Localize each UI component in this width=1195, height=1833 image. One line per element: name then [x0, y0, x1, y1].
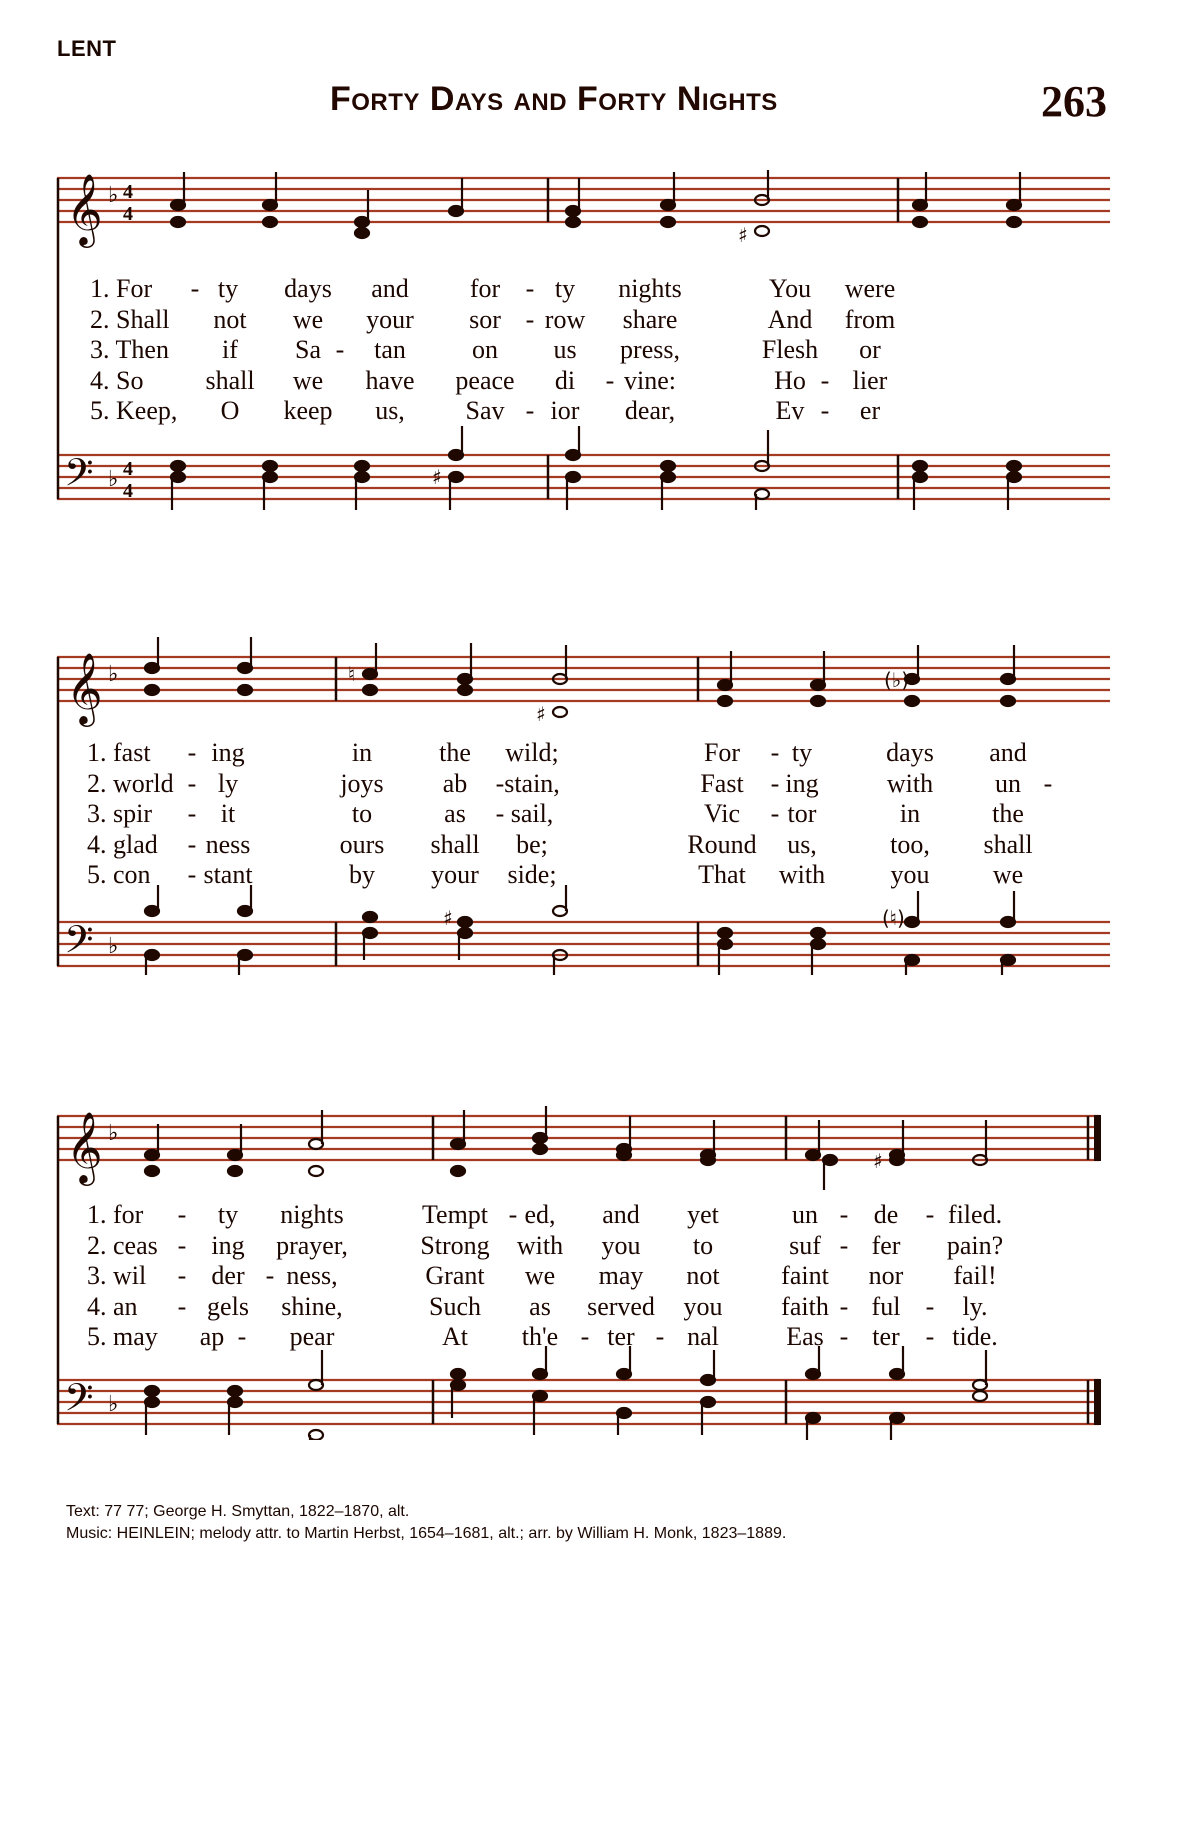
svg-text:♯: ♯ [873, 1149, 883, 1173]
lyric-syllable: - [177, 1200, 187, 1229]
lyric-syllable: tor [787, 799, 817, 828]
lyric-syllable: - [190, 274, 200, 303]
lyric-syllable: - [177, 1230, 187, 1260]
lyric-syllable: - [187, 799, 197, 828]
lyric-syllable: - [187, 768, 197, 798]
lyric-syllable: us [553, 335, 577, 364]
lyric-syllable: keep [283, 396, 333, 425]
lyric-syllable: ap [199, 1322, 225, 1351]
lyric-syllable: or [859, 335, 881, 364]
lyric-syllable: ing [211, 1230, 245, 1260]
lyric-syllable: and [371, 274, 409, 303]
lyric-syllable: 1. for [87, 1200, 144, 1229]
lyric-syllable: the [992, 799, 1024, 828]
lyric-syllable: too, [890, 829, 930, 859]
lyric-syllable: shine, [281, 1291, 343, 1321]
lyric-syllable: 2. Shall [90, 304, 170, 334]
lyric-syllable: Ho [774, 365, 806, 395]
lyric-syllable: not [213, 304, 247, 334]
lyric-syllable: dear, [624, 396, 676, 425]
lyric-syllable: ab [442, 768, 468, 798]
svg-text:♮: ♮ [348, 662, 356, 686]
lyric-syllable: us, [375, 396, 405, 425]
lyric-syllable: ness [205, 829, 251, 859]
lyric-syllable: - [525, 396, 535, 425]
svg-text:♯: ♯ [536, 702, 546, 726]
lyric-syllable: on [472, 335, 498, 364]
lyric-syllable: nor [868, 1261, 904, 1290]
svg-text:♯: ♯ [738, 223, 748, 247]
lyric-syllable: - [187, 829, 197, 859]
lyric-syllable: Flesh [761, 335, 819, 364]
lyric-syllable: - [820, 365, 830, 395]
lyric-syllable: ter [872, 1322, 900, 1351]
text-credit: Text: 77 77; George H. Smyttan, 1822–1870, alt. [66, 1503, 410, 1520]
lyric-syllable: your [431, 860, 479, 889]
lyric-syllable: - [839, 1200, 849, 1229]
lyric-syllable: - [335, 335, 345, 364]
lyric-syllable: we [292, 365, 324, 395]
svg-text:♭: ♭ [108, 662, 119, 687]
lyric-syllable: sor [469, 304, 501, 334]
hymn-number: 263 [1041, 77, 1107, 126]
lyric-syllable: - [495, 768, 505, 798]
lyric-syllable: Sav [465, 396, 505, 425]
lyric-syllable: - [237, 1322, 247, 1351]
lyric-syllable: as [529, 1291, 551, 1321]
treble-clef-icon: 𝄞 [66, 1110, 103, 1183]
lyric-syllable: You [768, 274, 812, 303]
lyric-syllable: with [886, 768, 934, 798]
bass-clef-icon: 𝄢 [64, 917, 94, 971]
lyric-syllable: - [820, 396, 830, 425]
lyric-syllable: - [839, 1230, 849, 1260]
lyric-syllable: ours [339, 829, 385, 859]
lyric-syllable: we [992, 860, 1024, 889]
lyric-syllable: prayer, [276, 1230, 348, 1260]
lyric-syllable: Eas [786, 1322, 824, 1351]
lyric-syllable: suf [789, 1230, 821, 1260]
lyric-syllable: peace [455, 365, 515, 395]
lyric-syllable: vine: [624, 365, 676, 395]
lyric-syllable: Sa [295, 335, 321, 364]
lyric-syllable: ter [607, 1322, 635, 1351]
lyric-syllable: yet [687, 1200, 719, 1229]
svg-text:(♮): (♮) [882, 906, 905, 930]
music-credit: Music: HEINLEIN; melody attr. to Martin Herbst, 1654–1681, alt.; arr. by William H. Monk, 1823–1889. [66, 1525, 787, 1542]
lyric-syllable: - [770, 738, 780, 767]
lyric-syllable: you [601, 1230, 641, 1260]
lyric-syllable: 1. For [90, 274, 153, 303]
lyric-syllable: - [187, 860, 197, 889]
lyric-syllable: in [351, 738, 373, 767]
lyric-syllable: pain? [946, 1230, 1004, 1260]
lyric-syllable: days [284, 274, 332, 303]
lyric-syllable: press, [620, 335, 680, 364]
lyric-syllable: 2. ceas [87, 1230, 158, 1260]
lyric-syllable: and [989, 738, 1027, 767]
svg-text:♭: ♭ [108, 1392, 119, 1417]
lyric-syllable: 4. glad [87, 829, 158, 859]
lyric-syllable: nal [687, 1322, 719, 1351]
lyric-syllable: - [177, 1261, 187, 1290]
hymn-title: Forty Days and Forty Nights [330, 80, 778, 118]
lyric-syllable: shall [983, 829, 1033, 859]
lyric-syllable: Such [429, 1291, 481, 1321]
lyric-syllable: you [683, 1291, 723, 1321]
lyric-syllable: nights [618, 274, 682, 303]
svg-text:𝄞: 𝄞 [66, 172, 103, 245]
lyric-syllable: tide. [952, 1322, 998, 1351]
lyric-syllable: ing [211, 738, 245, 767]
lyric-syllable: wild; [505, 738, 559, 767]
lyric-syllable: - [187, 738, 197, 767]
lyric-syllable: not [686, 1261, 720, 1290]
lyric-syllable: ly. [962, 1291, 988, 1321]
lyric-syllable: fer [871, 1230, 901, 1260]
lyric-syllable: to [351, 799, 373, 828]
lyric-syllable: 1. fast [87, 738, 151, 767]
lyric-syllable: it [220, 799, 236, 828]
lyric-syllable: be; [516, 829, 548, 859]
lyric-syllable: as [444, 799, 466, 828]
lyric-syllable: That [698, 860, 746, 889]
lyric-syllable: 5. may [87, 1322, 158, 1351]
lyric-syllable: de [873, 1200, 899, 1229]
lyric-syllable: Ev [775, 396, 805, 425]
lyric-syllable: - [525, 304, 535, 334]
lyric-syllable: der [211, 1261, 245, 1290]
lyric-syllable: stant [203, 860, 253, 889]
lyric-syllable: Grant [425, 1261, 485, 1290]
lyric-syllable: were [844, 274, 896, 303]
lyric-syllable: served [587, 1291, 655, 1321]
lyric-syllable: un [792, 1200, 818, 1229]
lyric-syllable: er [859, 396, 881, 425]
lyric-syllable: sail, [510, 799, 554, 828]
treble-clef-icon [66, 172, 103, 248]
lyric-syllable: - [839, 1291, 849, 1321]
lyric-syllable: may [598, 1261, 644, 1290]
lyric-syllable: ior [550, 396, 580, 425]
lyric-syllable: - [925, 1291, 935, 1321]
lyric-syllable: - [925, 1322, 935, 1351]
lyric-syllable: 3. wil [87, 1261, 147, 1290]
lyric-syllable: with [778, 860, 826, 889]
lyric-syllable: 5. Keep, [90, 396, 178, 425]
lyric-syllable: - [655, 1322, 665, 1351]
bass-clef-icon [64, 450, 94, 504]
grand-staff-1 [0, 150, 1195, 510]
lyric-syllable: side; [507, 860, 557, 889]
lyric-syllable: th'e [521, 1322, 559, 1351]
lyric-syllable: joys [340, 768, 384, 798]
lyric-syllable: days [886, 738, 934, 767]
lyric-syllable: faint [781, 1261, 829, 1290]
lyric-syllable: fail! [953, 1261, 997, 1290]
svg-text:♯: ♯ [432, 465, 442, 489]
lyric-syllable: - [839, 1322, 849, 1351]
lyric-syllable: 2. world [87, 768, 174, 798]
lyric-syllable: shall [430, 829, 480, 859]
lyric-syllable: Vic [704, 799, 740, 828]
lyric-syllable: pear [289, 1322, 335, 1351]
lyric-syllable: us, [787, 829, 817, 859]
lyric-syllable: For [703, 738, 741, 767]
lyric-syllable: - [605, 365, 615, 395]
lyric-syllable: - [1043, 768, 1053, 798]
lyric-syllable: ly [217, 768, 239, 798]
lyric-syllable: - [495, 799, 505, 828]
lyric-syllable: nights [280, 1200, 344, 1229]
svg-text:4: 4 [123, 181, 133, 203]
lyric-syllable: - [525, 274, 535, 303]
lyric-syllable: your [366, 304, 414, 334]
lyric-syllable: you [890, 860, 930, 889]
lyric-syllable: in [899, 799, 921, 828]
lyric-syllable: And [767, 304, 813, 334]
grand-staff-3 [0, 1080, 1195, 1440]
lyric-syllable: row [544, 304, 586, 334]
lyric-syllable: - [770, 768, 780, 798]
lyric-syllable: stain, [504, 768, 560, 798]
lyric-syllable: O [220, 396, 240, 425]
lyric-syllable: ty [554, 274, 576, 303]
svg-text:𝄢: 𝄢 [64, 450, 94, 504]
lyric-syllable: from [844, 304, 896, 334]
lyric-syllable: un [995, 768, 1021, 798]
lyric-syllable: Round [687, 829, 757, 859]
lyric-syllable: di [554, 365, 576, 395]
lyric-syllable: with [516, 1230, 564, 1260]
lyric-syllable: - [265, 1261, 275, 1290]
svg-text:♭: ♭ [108, 183, 119, 208]
lyric-syllable: At [442, 1322, 468, 1351]
lyric-syllable: 4. an [87, 1291, 138, 1321]
lyric-syllable: Fast [700, 768, 744, 798]
lyric-syllable: ed, [524, 1200, 556, 1229]
lyric-syllable: - [925, 1200, 935, 1229]
lyric-syllable: - [580, 1322, 590, 1351]
lyric-syllable: - [770, 799, 780, 828]
treble-clef-icon: 𝄞 [66, 651, 103, 724]
lyric-syllable: - [508, 1200, 518, 1229]
lyric-syllable: share [622, 304, 678, 334]
lyric-syllable: gels [207, 1291, 249, 1321]
lyric-syllable: tan [374, 335, 406, 364]
lyric-syllable: faith [781, 1291, 829, 1321]
lyric-syllable: 3. Then [90, 335, 169, 364]
lyric-syllable: ty [217, 1200, 239, 1229]
svg-text:4: 4 [123, 203, 133, 225]
lyric-syllable: ful [871, 1291, 901, 1321]
svg-text:♯: ♯ [443, 906, 453, 930]
lyric-syllable: if [222, 335, 238, 364]
bass-clef-icon: 𝄢 [64, 1375, 94, 1429]
lyric-syllable: 3. spir [87, 799, 152, 828]
lyric-syllable: - [177, 1291, 187, 1321]
lyric-syllable: ty [791, 738, 813, 767]
lyric-syllable: and [602, 1200, 640, 1229]
lyric-syllable: shall [205, 365, 255, 395]
lyric-syllable: Strong [420, 1230, 490, 1260]
lyric-syllable: we [292, 304, 324, 334]
lyric-syllable: ness, [286, 1261, 338, 1290]
svg-text:♭: ♭ [108, 467, 119, 492]
lyric-syllable: 5. con [87, 860, 151, 889]
lyric-syllable: the [439, 738, 471, 767]
lyric-syllable: 4. So [90, 365, 144, 395]
lyric-syllable: we [524, 1261, 556, 1290]
lyric-syllable: by [349, 860, 375, 889]
section-label: LENT [57, 36, 117, 61]
lyric-syllable: for [469, 274, 501, 303]
svg-text:4: 4 [123, 458, 133, 480]
lyric-syllable: lier [852, 365, 888, 395]
lyric-syllable: Tempt [421, 1200, 489, 1229]
lyric-syllable: ty [217, 274, 239, 303]
lyric-syllable: to [692, 1230, 714, 1260]
lyric-syllable: ing [785, 768, 819, 798]
lyric-syllable: filed. [947, 1200, 1003, 1229]
svg-text:♭: ♭ [108, 934, 119, 959]
svg-text:♭: ♭ [108, 1121, 119, 1146]
lyric-syllable: have [365, 365, 415, 395]
svg-text:4: 4 [123, 480, 133, 502]
svg-text:(♭): (♭) [884, 668, 910, 692]
